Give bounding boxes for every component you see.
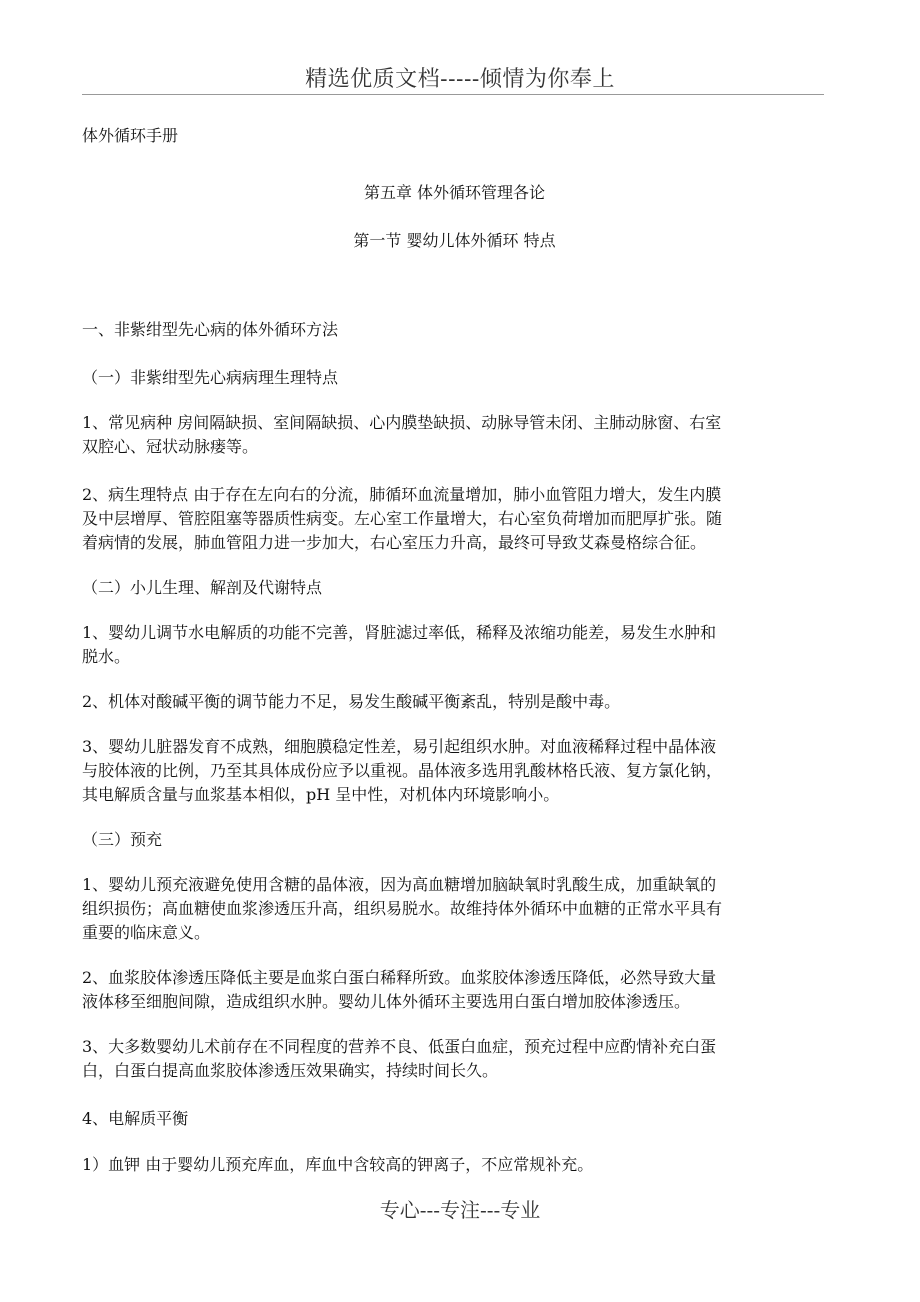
paragraph-line: 液体移至细胞间隙，造成组织水肿。婴幼儿体外循环主要选用白蛋白增加胶体渗透压。	[82, 992, 691, 1011]
paragraph-line: 1、婴幼儿预充液避免使用含糖的晶体液，因为高血糖增加脑缺氧时乳酸生成，加重缺氧的	[82, 875, 717, 894]
subheading: （二）小儿生理、解剖及代谢特点	[82, 578, 323, 597]
page-header: 精选优质文档-----倾情为你奉上	[305, 67, 615, 92]
header-divider	[82, 94, 824, 95]
paragraph-line: 重要的临床意义。	[82, 923, 211, 942]
subheading: （三）预充	[82, 830, 163, 849]
paragraph-line: 1、常见病种 房间隔缺损、室间隔缺损、心内膜垫缺损、动脉导管未闭、主肺动脉窗、右室	[82, 413, 722, 432]
paragraph-line: 脱水。	[82, 647, 131, 666]
subheading: 4、电解质平衡	[82, 1109, 189, 1128]
subheading: （一）非紫绀型先心病病理生理特点	[82, 368, 339, 387]
paragraph-line: 2、血浆胶体渗透压降低主要是血浆白蛋白稀释所致。血浆胶体渗透压降低，必然导致大量	[82, 968, 717, 987]
paragraph-line: 3、大多数婴幼儿术前存在不同程度的营养不良、低蛋白血症，预充过程中应酌情补充白蛋	[82, 1037, 717, 1056]
document-title: 体外循环手册	[82, 126, 179, 145]
chapter-heading: 第五章 体外循环管理各论	[363, 183, 546, 202]
paragraph-line: 其电解质含量与血浆基本相似，pH 呈中性，对机体内环境影响小。	[82, 785, 560, 804]
paragraph-line: 1、婴幼儿调节水电解质的功能不完善，肾脏滤过率低，稀释及浓缩功能差，易发生水肿和	[82, 623, 717, 642]
paragraph-line: 组织损伤；高血糖使血浆渗透压升高，组织易脱水。故维持体外循环中血糖的正常水平具有	[82, 899, 723, 918]
paragraph-line: 双腔心、冠状动脉瘘等。	[82, 437, 259, 456]
heading-level1: 一、非紫绀型先心病的体外循环方法	[82, 320, 339, 339]
page-footer: 专心---专注---专业	[379, 1198, 541, 1222]
paragraph-line: 及中层增厚、管腔阻塞等器质性病变。左心室工作量增大，右心室负荷增加而肥厚扩张。随	[82, 509, 723, 528]
paragraph-line: 白，白蛋白提高血浆胶体渗透压效果确实，持续时间长久。	[82, 1061, 499, 1080]
paragraph-line: 与胶体液的比例，乃至其具体成份应予以重视。晶体液多选用乳酸林格氏液、复方氯化钠，	[82, 761, 723, 780]
paragraph-line: 2、病生理特点 由于存在左向右的分流，肺循环血流量增加，肺小血管阻力增大，发生内膜	[82, 485, 722, 504]
paragraph-line: 3、婴幼儿脏器发育不成熟，细胞膜稳定性差，易引起组织水肿。对血液稀释过程中晶体液	[82, 737, 717, 756]
paragraph-line: 着病情的发展，肺血管阻力进一步加大，右心室压力升高，最终可导致艾森曼格综合征。	[82, 533, 707, 552]
paragraph-line: 2、机体对酸碱平衡的调节能力不足，易发生酸碱平衡紊乱，特别是酸中毒。	[82, 692, 621, 711]
paragraph-line: 1）血钾 由于婴幼儿预充库血，库血中含较高的钾离子，不应常规补充。	[82, 1155, 594, 1174]
section-heading: 第一节 婴幼儿体外循环 特点	[353, 231, 556, 250]
